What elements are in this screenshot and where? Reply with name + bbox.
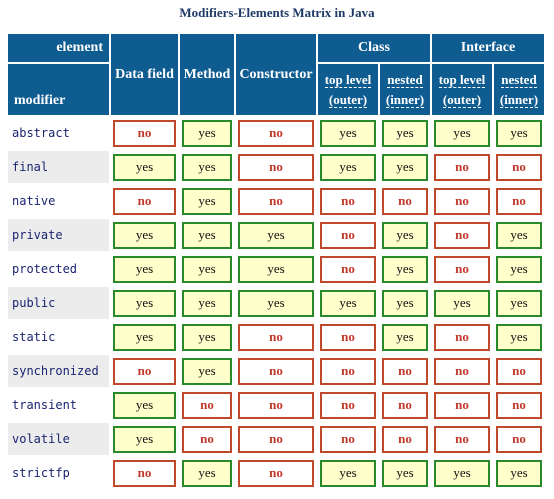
- matrix-value: no: [434, 426, 490, 453]
- matrix-value: yes: [182, 290, 232, 317]
- matrix-value: no: [113, 120, 176, 147]
- matrix-cell: [494, 355, 544, 387]
- matrix-value: yes: [496, 256, 542, 283]
- matrix-cell: [236, 355, 316, 387]
- matrix-cell: [318, 185, 378, 217]
- matrix-value: yes: [382, 324, 428, 351]
- matrix-value: no: [496, 426, 542, 453]
- matrix-cell: [318, 287, 378, 319]
- table-row: [8, 355, 544, 387]
- class-top-level-label: top level: [324, 71, 372, 87]
- matrix-body: [8, 117, 544, 489]
- interface-nested-label: nested: [501, 71, 537, 87]
- modifier-cell: synchronized: [8, 355, 109, 387]
- modifier-cell: public: [8, 287, 109, 319]
- matrix-cell: [236, 185, 316, 217]
- matrix-cell: [111, 117, 178, 149]
- table-row: [8, 253, 544, 285]
- matrix-cell: [180, 389, 234, 421]
- matrix-cell: [432, 253, 492, 285]
- class-outer-label: (outer): [328, 91, 368, 107]
- matrix-value: no: [238, 154, 314, 181]
- modifier-cell: abstract: [8, 117, 109, 149]
- matrix-value: yes: [182, 120, 232, 147]
- matrix-value: yes: [320, 460, 376, 487]
- matrix-value: no: [496, 392, 542, 419]
- matrix-cell: [432, 321, 492, 353]
- matrix-value: yes: [113, 290, 176, 317]
- modifier-cell: private: [8, 219, 109, 251]
- matrix-cell: [318, 253, 378, 285]
- matrix-value: yes: [382, 290, 428, 317]
- modifier-cell: protected: [8, 253, 109, 285]
- table-row: [8, 389, 544, 421]
- matrix-cell: [318, 423, 378, 455]
- matrix-value: yes: [496, 120, 542, 147]
- matrix-value: no: [496, 358, 542, 385]
- matrix-cell: [432, 185, 492, 217]
- matrix-value: yes: [182, 256, 232, 283]
- matrix-value: yes: [113, 256, 176, 283]
- matrix-value: yes: [496, 460, 542, 487]
- matrix-value: no: [238, 324, 314, 351]
- matrix-cell: [318, 151, 378, 183]
- matrix-cell: [494, 457, 544, 489]
- matrix-value: yes: [320, 290, 376, 317]
- interface-top-level-header: [432, 64, 492, 115]
- matrix-cell: [380, 151, 430, 183]
- matrix-cell: [380, 355, 430, 387]
- matrix-cell: [180, 457, 234, 489]
- matrix-cell: [111, 151, 178, 183]
- matrix-value: no: [320, 256, 376, 283]
- matrix-cell: [494, 151, 544, 183]
- matrix-value: yes: [434, 460, 490, 487]
- matrix-cell: [236, 151, 316, 183]
- matrix-value: no: [434, 392, 490, 419]
- matrix-value: no: [238, 120, 314, 147]
- matrix-value: no: [382, 188, 428, 215]
- table-row: [8, 151, 544, 183]
- matrix-cell: [318, 355, 378, 387]
- class-group-header: Class: [318, 34, 430, 62]
- table-row: [8, 185, 544, 217]
- matrix-value: yes: [238, 290, 314, 317]
- interface-top-level-label: top level: [438, 71, 486, 87]
- matrix-cell: [180, 185, 234, 217]
- matrix-cell: [111, 355, 178, 387]
- element-header: element: [8, 34, 109, 62]
- modifier-cell: static: [8, 321, 109, 353]
- matrix-cell: [380, 423, 430, 455]
- class-top-level-header: [318, 64, 378, 115]
- matrix-cell: [318, 219, 378, 251]
- matrix-cell: [111, 457, 178, 489]
- matrix-value: no: [320, 188, 376, 215]
- matrix-cell: [318, 457, 378, 489]
- matrix-value: yes: [382, 154, 428, 181]
- matrix-cell: [111, 321, 178, 353]
- matrix-cell: [180, 355, 234, 387]
- matrix-cell: [111, 219, 178, 251]
- matrix-cell: [236, 117, 316, 149]
- matrix-value: no: [113, 460, 176, 487]
- matrix-cell: [494, 253, 544, 285]
- matrix-cell: [318, 117, 378, 149]
- matrix-value: no: [320, 426, 376, 453]
- matrix-cell: [318, 321, 378, 353]
- matrix-value: yes: [182, 358, 232, 385]
- matrix-value: no: [320, 222, 376, 249]
- class-nested-label: nested: [387, 71, 423, 87]
- matrix-value: no: [382, 426, 428, 453]
- matrix-cell: [236, 287, 316, 319]
- matrix-cell: [380, 321, 430, 353]
- matrix-cell: [180, 423, 234, 455]
- matrix-cell: [494, 219, 544, 251]
- matrix-cell: [111, 185, 178, 217]
- matrix-value: yes: [496, 324, 542, 351]
- matrix-cell: [432, 389, 492, 421]
- matrix-cell: [318, 389, 378, 421]
- matrix-cell: [180, 253, 234, 285]
- matrix-value: yes: [113, 222, 176, 249]
- matrix-value: no: [238, 392, 314, 419]
- matrix-cell: [380, 253, 430, 285]
- interface-inner-label: (inner): [499, 91, 539, 107]
- matrix-value: yes: [320, 154, 376, 181]
- matrix-value: no: [496, 154, 542, 181]
- matrix-cell: [494, 389, 544, 421]
- matrix-cell: [494, 423, 544, 455]
- matrix-value: yes: [182, 460, 232, 487]
- method-header: Method: [180, 34, 234, 115]
- matrix-value: no: [182, 426, 232, 453]
- matrix-cell: [380, 185, 430, 217]
- matrix-cell: [236, 423, 316, 455]
- matrix-cell: [432, 219, 492, 251]
- modifiers-matrix-table: [6, 32, 546, 491]
- constructor-header: Constructor: [236, 34, 316, 115]
- matrix-value: yes: [320, 120, 376, 147]
- matrix-cell: [180, 151, 234, 183]
- interface-nested-header: [494, 64, 544, 115]
- table-row: [8, 423, 544, 455]
- matrix-value: no: [434, 188, 490, 215]
- matrix-cell: [180, 219, 234, 251]
- matrix-value: yes: [182, 188, 232, 215]
- matrix-cell: [380, 219, 430, 251]
- table-row: [8, 321, 544, 353]
- table-row: [8, 219, 544, 251]
- matrix-cell: [236, 253, 316, 285]
- matrix-value: yes: [382, 256, 428, 283]
- matrix-cell: [111, 287, 178, 319]
- matrix-value: no: [434, 358, 490, 385]
- matrix-cell: [111, 389, 178, 421]
- modifier-cell: volatile: [8, 423, 109, 455]
- interface-group-header: Interface: [432, 34, 544, 62]
- modifier-cell: strictfp: [8, 457, 109, 489]
- matrix-value: yes: [382, 222, 428, 249]
- matrix-cell: [432, 287, 492, 319]
- table-row: [8, 117, 544, 149]
- matrix-value: yes: [113, 392, 176, 419]
- table-row: [8, 457, 544, 489]
- matrix-value: yes: [434, 290, 490, 317]
- matrix-value: yes: [113, 426, 176, 453]
- matrix-cell: [494, 321, 544, 353]
- matrix-value: no: [113, 188, 176, 215]
- modifier-cell: transient: [8, 389, 109, 421]
- class-nested-header: [380, 64, 430, 115]
- matrix-value: yes: [182, 324, 232, 351]
- matrix-cell: [494, 117, 544, 149]
- matrix-cell: [236, 219, 316, 251]
- matrix-cell: [380, 457, 430, 489]
- matrix-value: no: [320, 324, 376, 351]
- matrix-value: yes: [238, 222, 314, 249]
- matrix-value: yes: [113, 154, 176, 181]
- matrix-value: no: [113, 358, 176, 385]
- matrix-cell: [180, 321, 234, 353]
- page-title: Modifiers-Elements Matrix in Java: [179, 5, 375, 20]
- matrix-value: no: [238, 426, 314, 453]
- matrix-value: no: [320, 358, 376, 385]
- matrix-value: yes: [382, 120, 428, 147]
- modifier-cell: final: [8, 151, 109, 183]
- matrix-cell: [380, 389, 430, 421]
- matrix-cell: [380, 117, 430, 149]
- matrix-value: yes: [496, 290, 542, 317]
- matrix-cell: [432, 457, 492, 489]
- matrix-cell: [180, 117, 234, 149]
- matrix-value: no: [496, 188, 542, 215]
- matrix-cell: [494, 185, 544, 217]
- matrix-value: yes: [434, 120, 490, 147]
- matrix-value: no: [320, 392, 376, 419]
- matrix-cell: [111, 253, 178, 285]
- matrix-value: yes: [182, 154, 232, 181]
- class-inner-label: (inner): [385, 91, 425, 107]
- matrix-value: no: [382, 392, 428, 419]
- matrix-value: yes: [182, 222, 232, 249]
- matrix-cell: [236, 389, 316, 421]
- table-row: [8, 287, 544, 319]
- matrix-cell: [236, 457, 316, 489]
- modifier-header: modifier: [8, 64, 109, 115]
- matrix-value: no: [434, 154, 490, 181]
- matrix-cell: [432, 423, 492, 455]
- matrix-cell: [236, 321, 316, 353]
- interface-outer-label: (outer): [442, 91, 482, 107]
- matrix-cell: [180, 287, 234, 319]
- matrix-value: yes: [238, 256, 314, 283]
- matrix-value: no: [238, 358, 314, 385]
- matrix-cell: [432, 151, 492, 183]
- matrix-value: no: [434, 256, 490, 283]
- modifier-cell: native: [8, 185, 109, 217]
- matrix-value: no: [382, 358, 428, 385]
- matrix-value: yes: [113, 324, 176, 351]
- matrix-value: no: [238, 460, 314, 487]
- matrix-value: no: [434, 222, 490, 249]
- matrix-cell: [432, 355, 492, 387]
- matrix-value: no: [182, 392, 232, 419]
- matrix-value: no: [238, 188, 314, 215]
- matrix-cell: [111, 423, 178, 455]
- matrix-cell: [432, 117, 492, 149]
- data-field-header: Data field: [111, 34, 178, 115]
- matrix-cell: [380, 287, 430, 319]
- matrix-value: no: [434, 324, 490, 351]
- matrix-value: yes: [496, 222, 542, 249]
- matrix-value: yes: [382, 460, 428, 487]
- matrix-cell: [494, 287, 544, 319]
